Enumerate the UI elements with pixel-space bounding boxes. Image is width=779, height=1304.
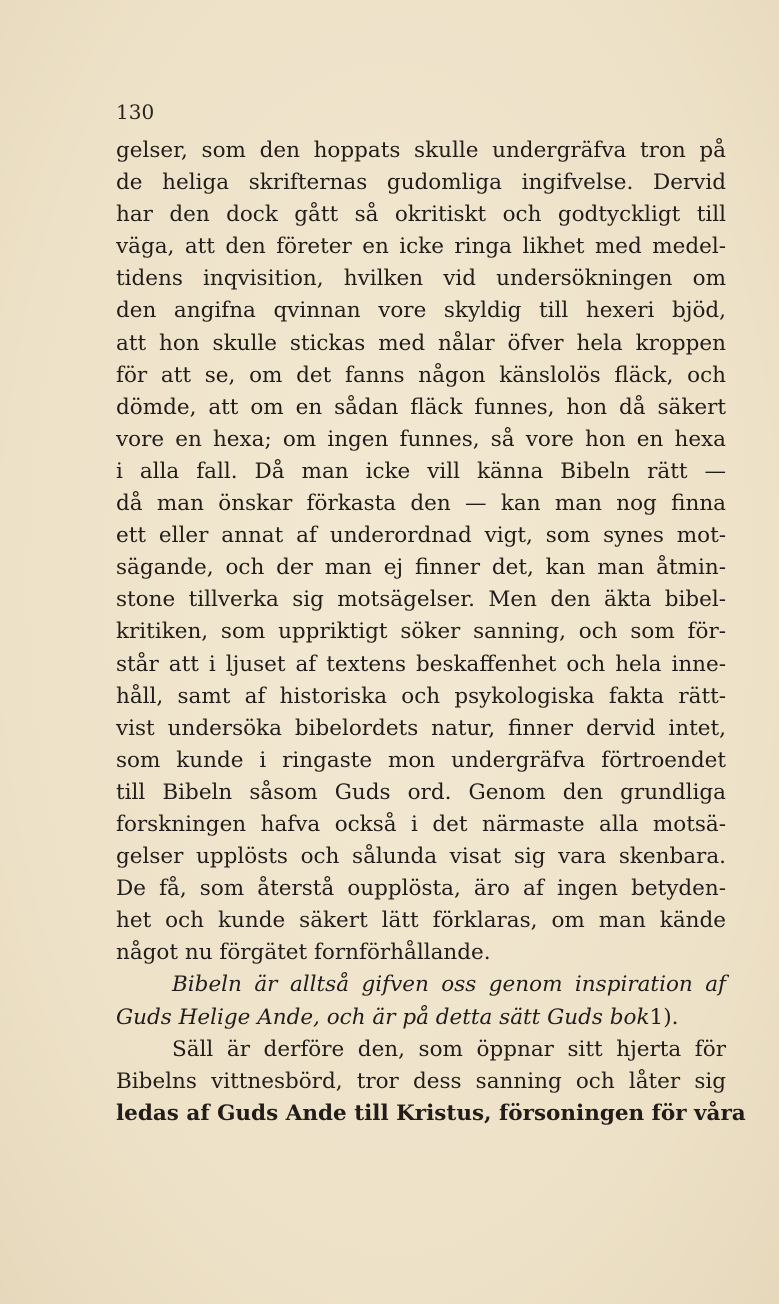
italic-text: Guds Helige Ande, och är på detta sätt Guds bok (116, 1004, 650, 1030)
text-line: för att se, om det fanns någon känslolös fläck, och (116, 362, 726, 388)
text-line: forskningen hafva också i det närmaste alla motsä- (116, 811, 726, 837)
text-line: gelser, som den hoppats skulle undergräfva tron på (116, 138, 726, 163)
text-line: De få, som återstå oupplösta, äro af ingen betyden- (116, 876, 726, 902)
text-line: till Bibeln såsom Guds ord. Genom den grundliga (116, 779, 726, 805)
text-line: de heliga skrifternas gudomliga ingifvelse. Dervid (116, 170, 726, 196)
text-line: vist undersöka bibelordets natur, finner dervid intet, (116, 715, 726, 741)
text-line: står att i ljuset af textens beskaffenhet och hela inne- (116, 651, 726, 677)
text-line: het och kunde säkert lätt förklaras, om man kände (116, 908, 726, 934)
text-line: i alla fall. Då man icke vill känna Bibeln rätt — (116, 458, 726, 484)
text-line: som kunde i ringaste mon undergräfva förtroendet (116, 747, 726, 773)
italic-line: Bibeln är alltså gifven oss genom inspiration af (172, 972, 726, 998)
text-line: vore en hexa; om ingen funnes, så vore hon en hexa (116, 426, 726, 452)
footnote-ref: 1). (649, 1004, 679, 1030)
text-line: den angifna qvinnan vore skyldig till hexeri bjöd, (116, 298, 726, 324)
text-line: att hon skulle stickas med nålar öfver hela kroppen (116, 330, 726, 356)
text-line: dömde, att om en sådan fläck funnes, hon då säkert (116, 394, 726, 420)
text-line: sägande, och der man ej finner det, kan man åtmin- (116, 555, 726, 581)
text-line: Bibelns vittnesbörd, tror dess sanning och låter sig (116, 1068, 726, 1094)
text-line: gelser upplösts och sålunda visat sig vara skenbara. (116, 844, 726, 870)
page-number: 130 (116, 100, 155, 124)
text-line: kritiken, som uppriktigt söker sanning, och som för- (116, 619, 726, 645)
text-line: stone tillverka sig motsägelser. Men den äkta bibel- (116, 587, 726, 613)
text-line: väga, att den företer en icke ringa likhet med medel- (116, 234, 726, 260)
body-text (116, 135, 746, 1130)
text-line: håll, samt af historiska och psykologiska fakta rätt- (116, 683, 726, 709)
text-line: tidens inqvisition, hvilken vid undersökningen om (116, 266, 726, 292)
text-line: har den dock gått så okritiskt och godtyckligt till (116, 202, 726, 228)
text-line: Säll är derföre den, som öppnar sitt hjerta för (172, 1036, 726, 1062)
text-line: ett eller annat af underordnad vigt, som synes mot- (116, 523, 726, 549)
italic-line-with-footnote (116, 1002, 726, 1034)
text-line: något nu förgätet fornförhållande. (116, 940, 491, 966)
text-line: då man önskar förkasta den — kan man nog finna (116, 491, 726, 517)
text-line: ledas af Guds Ande till Kristus, försoningen för våra (116, 1100, 746, 1126)
